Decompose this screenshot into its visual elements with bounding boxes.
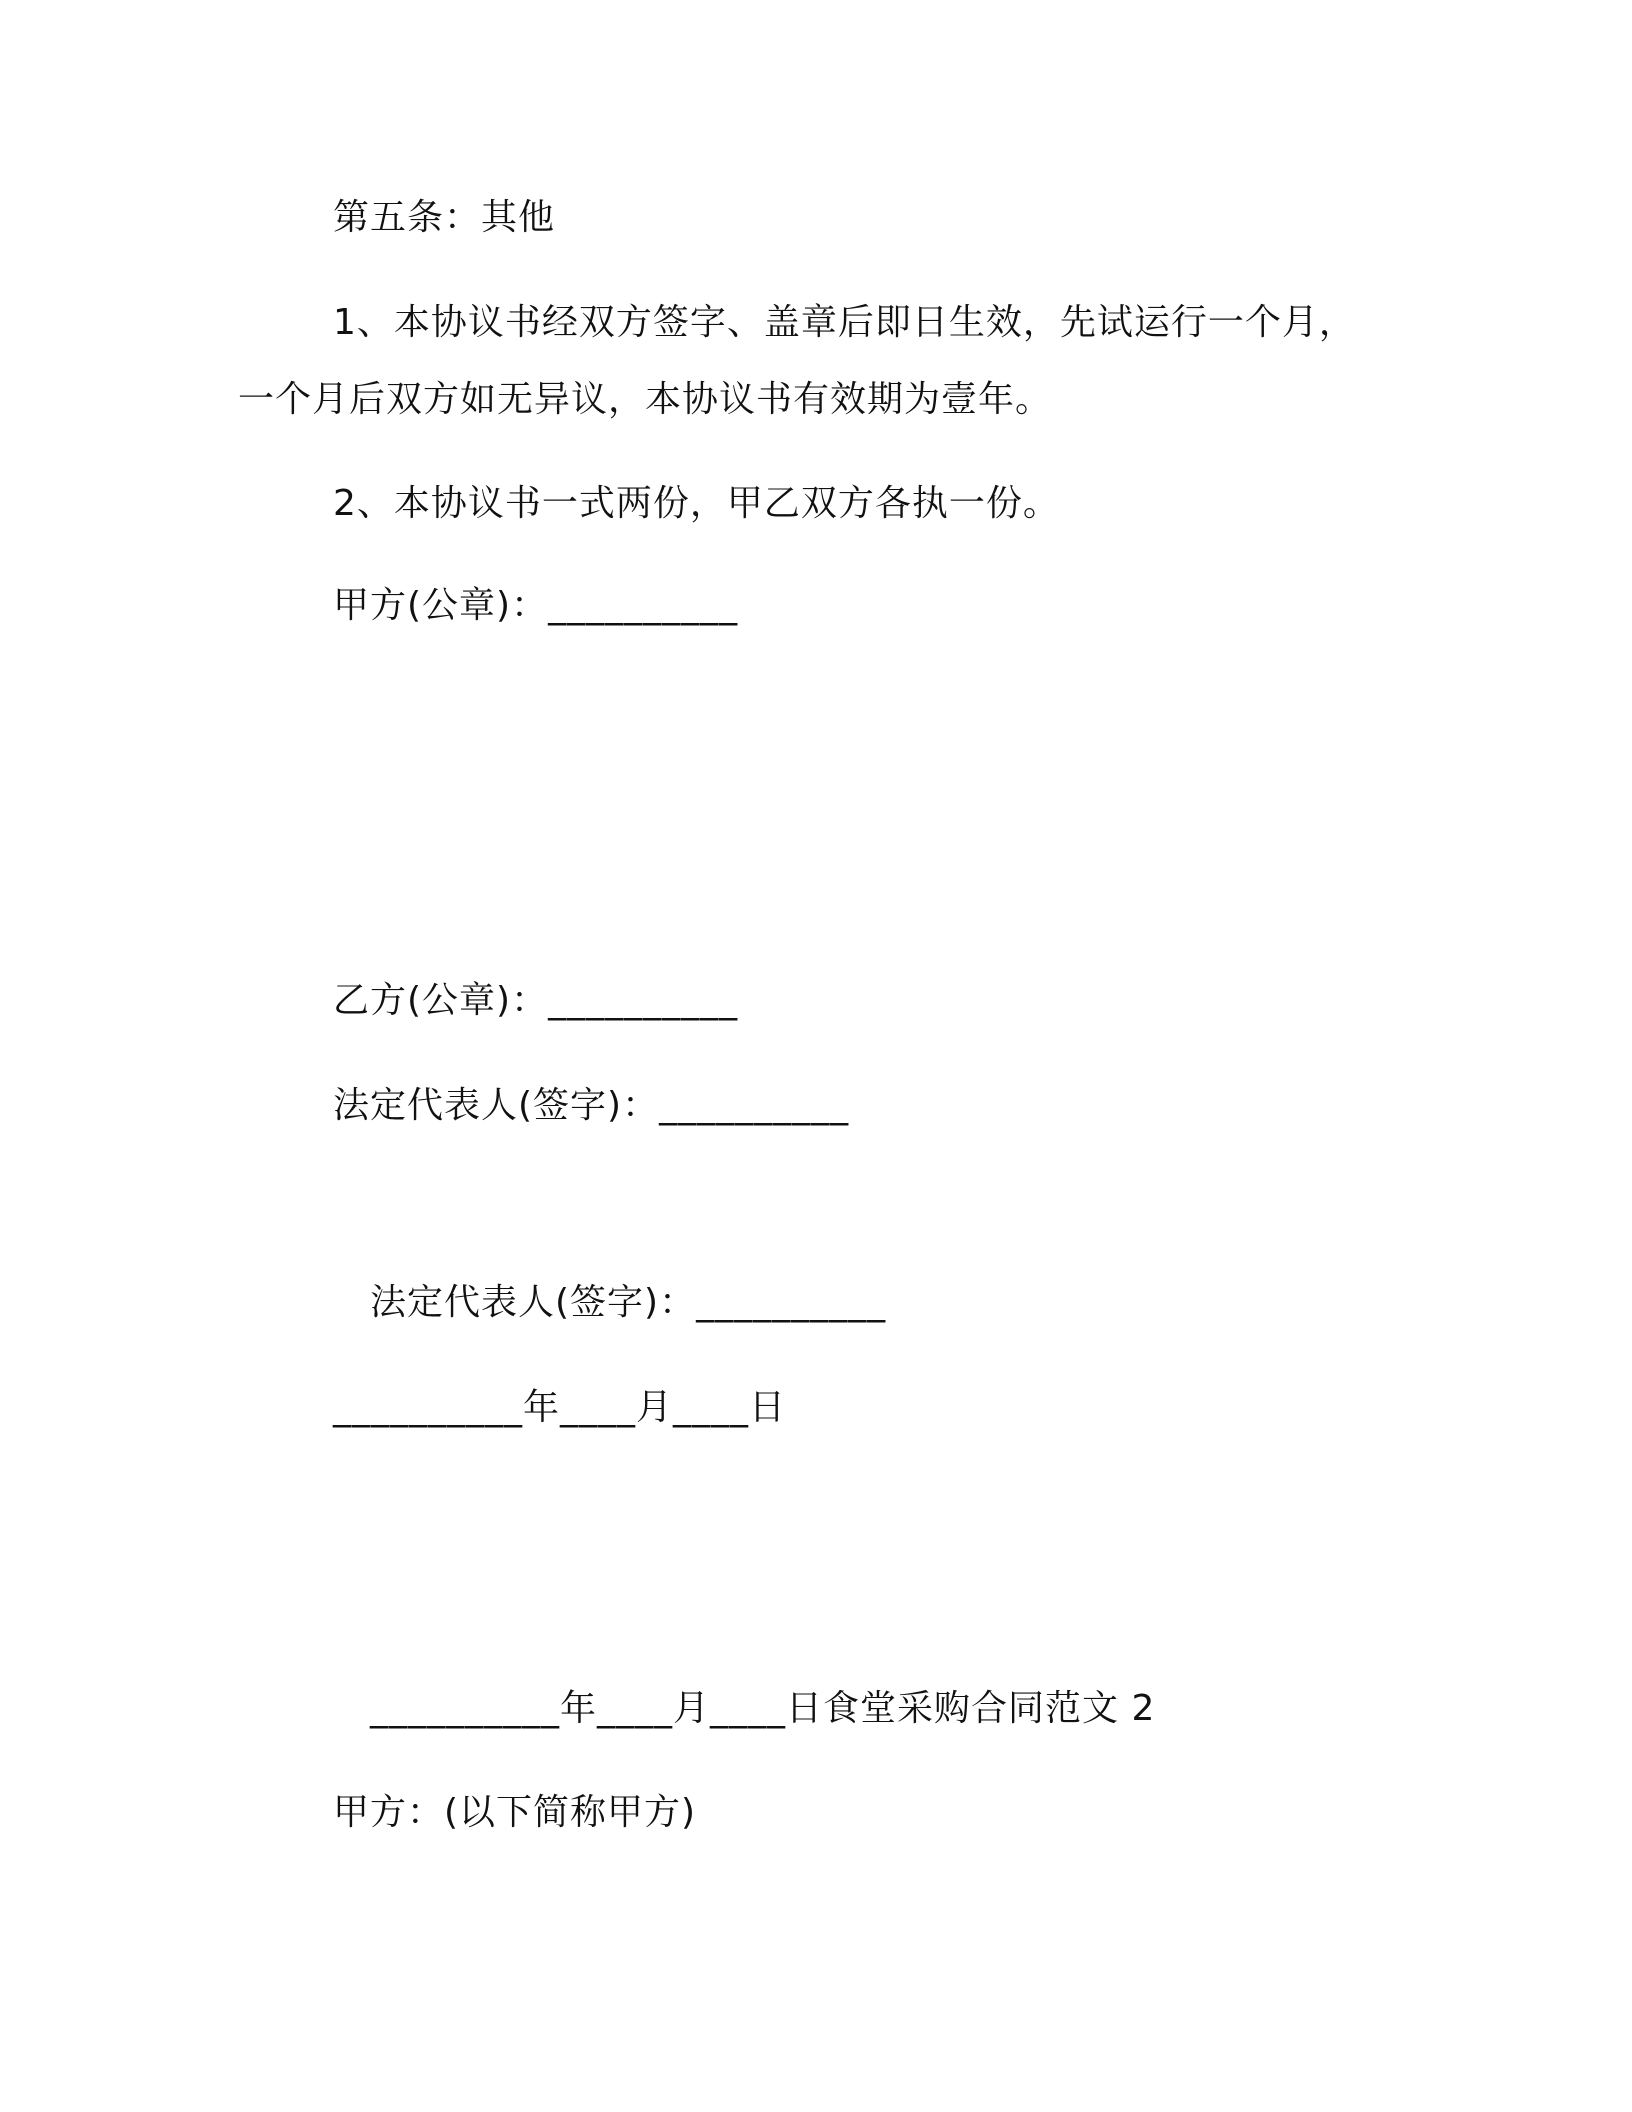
article-heading: 第五条：其他 [333, 197, 556, 238]
legal-rep-signature-2: 法定代表人(签字)：__________ [370, 1282, 887, 1323]
clause-1-line-1: 1、本协议书经双方签字、盖章后即日生效，先试运行一个月， [333, 302, 1356, 343]
legal-rep-signature-1: 法定代表人(签字)：__________ [333, 1085, 850, 1126]
party-a-seal: 甲方(公章)：__________ [333, 585, 739, 626]
clause-1-line-2: 一个月后双方如无异议，本协议书有效期为壹年。 [238, 379, 1053, 420]
clause-2: 2、本协议书一式两份，甲乙双方各执一份。 [333, 483, 1060, 524]
party-b-seal: 乙方(公章)：__________ [333, 980, 739, 1021]
party-a-intro: 甲方：(以下简称甲方) [333, 1792, 697, 1833]
date-line-with-title: __________年____月____日食堂采购合同范文 2 [370, 1688, 1156, 1729]
date-line: __________年____月____日 [333, 1387, 786, 1428]
